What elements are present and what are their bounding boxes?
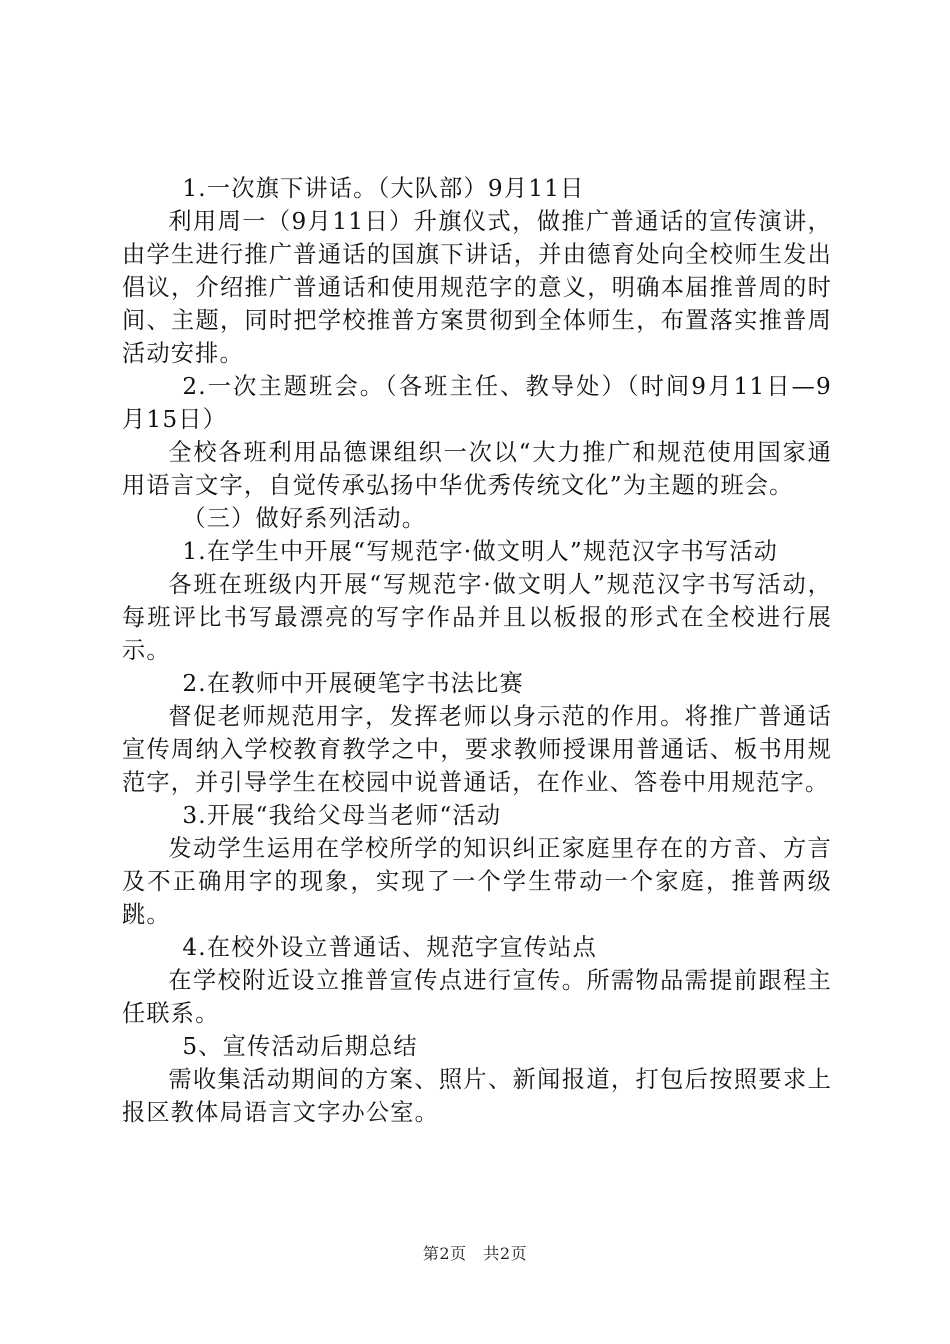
- page-total: 共2页: [483, 1244, 528, 1263]
- paragraph-body: 在学校附近设立推普宣传点进行宣传。所需物品需提前跟程主任联系。: [122, 967, 832, 1027]
- paragraph-heading: 1.在学生中开展“写规范字·做文明人”规范汉字书写活动: [182, 538, 779, 565]
- paragraph-body: 利用周一（9月11日）升旗仪式，做推广普通话的宣传演讲，由学生进行推广普通话的国旗下讲话，并由德育处向全校师生发出倡议，介绍推广普通话和使用规范字的意义，明确本届推普周的时间、主题，同时把学校推普方案贯彻到全体师生，布置落实推普周活动安排。: [122, 208, 832, 367]
- section-heading: （三）做好系列活动。: [182, 505, 427, 532]
- page-number: 第2页: [422, 1244, 467, 1263]
- paragraph-heading: 1.一次旗下讲话。（大队部）9月11日: [182, 175, 585, 202]
- page-footer: [0, 1244, 950, 1264]
- paragraph-heading: 3.开展“我给父母当老师“活动: [182, 802, 502, 829]
- paragraph-body: 需收集活动期间的方案、照片、新闻报道，打包后按照要求上报区教体局语言文字办公室。: [122, 1066, 832, 1126]
- paragraph-heading: 2.在教师中开展硬笔字书法比赛: [182, 670, 524, 697]
- paragraph-body: 全校各班利用品德课组织一次以“大力推广和规范使用国家通用语言文字，自觉传承弘扬中华优秀传统文化”为主题的班会。: [122, 439, 832, 499]
- paragraph-heading: 5、宣传活动后期总结: [182, 1033, 418, 1060]
- paragraph-body: 督促老师规范用字，发挥老师以身示范的作用。将推广普通话宣传周纳入学校教育教学之中，要求教师授课用普通话、板书用规范字，并引导学生在校园中说普通话，在作业、答卷中用规范字。: [122, 703, 832, 796]
- paragraph-body: 发动学生运用在学校所学的知识纠正家庭里存在的方音、方言及不正确用字的现象，实现了一个学生带动一个家庭，推普两级跳。: [122, 835, 832, 928]
- document-body: [122, 172, 832, 1129]
- paragraph-heading: 2.一次主题班会。（各班主任、教导处）（时间9月11日—9月15日）: [122, 373, 832, 433]
- footer-separator: [472, 1244, 478, 1263]
- paragraph-heading: 4.在校外设立普通话、规范字宣传站点: [182, 934, 598, 961]
- paragraph-body: 各班在班级内开展“写规范字·做文明人”规范汉字书写活动，每班评比书写最漂亮的写字作品并且以板报的形式在全校进行展示。: [122, 571, 832, 664]
